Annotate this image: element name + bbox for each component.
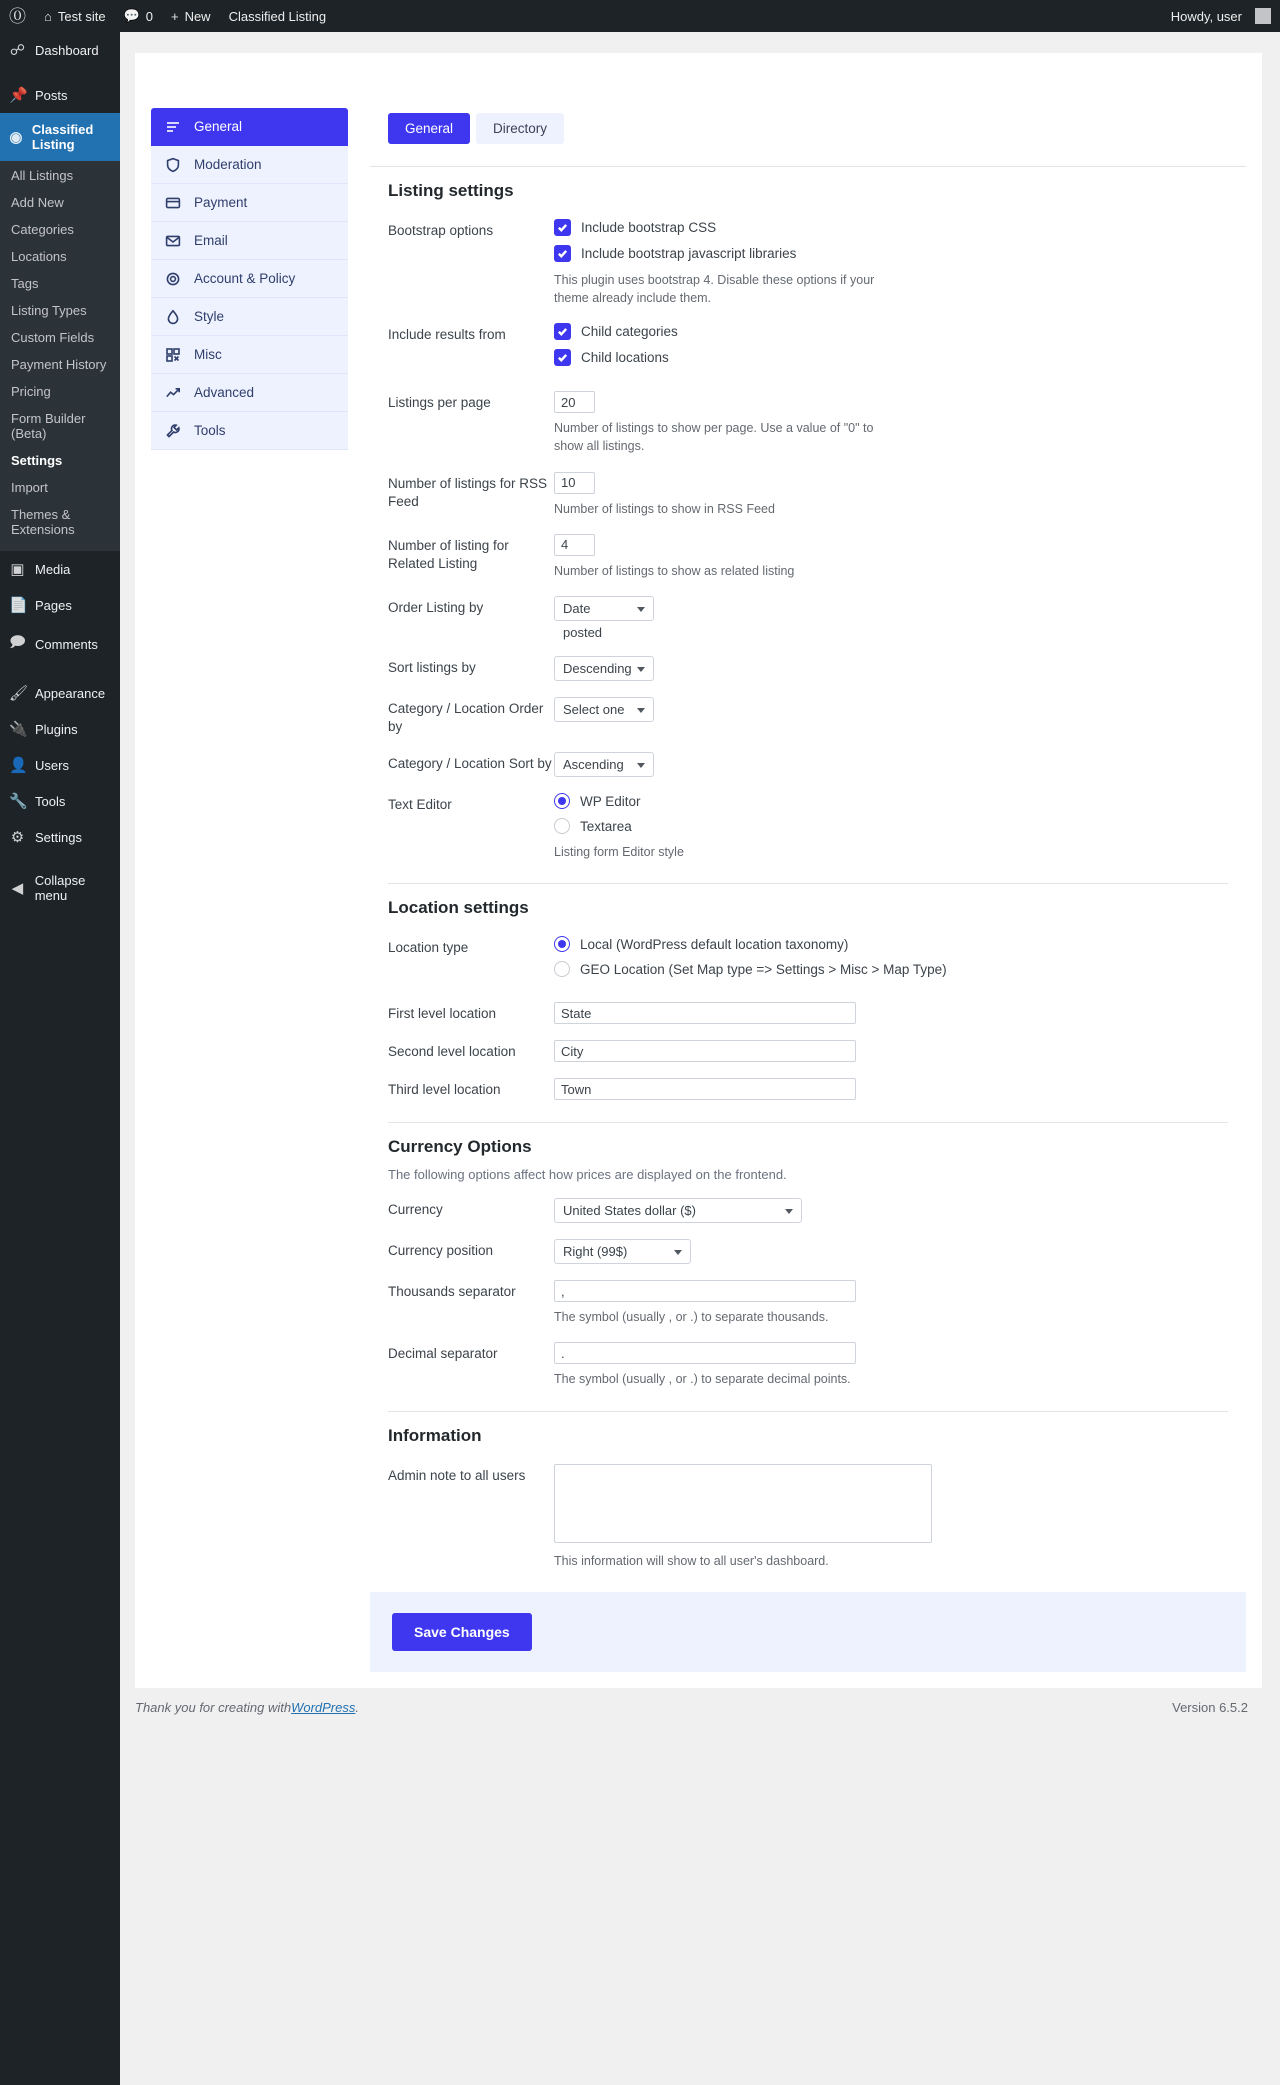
listing-settings-title: Listing settings [388,181,514,200]
radio-label: GEO Location (Set Map type => Settings > Misc > Map Type) [580,961,947,977]
label-currency-position: Currency position [388,1243,494,1259]
row-second-level-location [388,1040,1228,1062]
row-rss-feed-count [388,472,1228,518]
grid-icon [165,347,181,363]
submenu-item-custom-fields[interactable]: Custom Fields [11,330,95,345]
label-order-listing-by: Order Listing by [388,599,484,615]
avatar [1255,8,1271,24]
field-admin-note [554,1464,1228,1570]
submenu-item-listing-types[interactable]: Listing Types [11,303,87,318]
trending-up-icon [165,385,181,401]
sidebar-item-settings[interactable] [0,819,120,855]
field-listings-per-page [554,391,1228,455]
settings-nav-label: Account & Policy [194,271,296,286]
field-third-level-location [554,1078,1228,1100]
chevron-down-icon [637,667,645,672]
pin-icon: 📌 [9,87,28,104]
submenu-item-settings[interactable]: Settings [11,453,63,468]
sidebar-item-label: Users [35,757,69,773]
label-related-listing-count: Number of listing for Related Listing [388,537,509,571]
settings-nav-label: Email [194,233,228,248]
field-text-editor [554,793,1228,861]
settings-nav-label: Misc [194,347,222,362]
row-related-listing-count [388,534,1228,580]
label-include-results-from: Include results from [388,327,506,343]
submenu-item-payment-history[interactable]: Payment History [11,357,107,372]
classified-listing-submenu [0,161,120,551]
sidebar-item-posts[interactable] [0,77,120,113]
sidebar-separator-3 [0,855,120,864]
currency-select[interactable] [554,1198,802,1223]
radio-label: Local (WordPress default location taxonomy) [580,936,849,952]
second-level-location-input[interactable] [554,1040,856,1062]
page-context-label[interactable] [220,0,336,32]
checkbox-icon[interactable] [554,349,571,366]
sidebar-item-label: Pages [35,597,72,613]
settings-nav [151,73,348,1672]
sidebar-item-label: Dashboard [35,42,99,58]
credit-card-icon [165,195,181,211]
thousands-separator-input[interactable] [554,1280,856,1302]
information-title: Information [388,1425,482,1445]
save-bar [370,1592,1246,1672]
admin-sidebar [0,32,120,2085]
settings-nav-label: Payment [194,195,248,210]
currency-options-title: Currency Options [388,1137,532,1157]
field-thousands-separator [554,1280,1228,1326]
radio-wp-editor[interactable] [554,793,1228,809]
checkbox-label: Child categories [581,324,678,340]
currency-position-select[interactable] [554,1239,691,1264]
radio-textarea[interactable] [554,818,1228,834]
collapse-icon: ◀ [11,880,24,897]
settings-nav-item-payment[interactable] [151,184,348,222]
label-rss-feed-count: Number of listings for RSS Feed [388,475,548,509]
label-admin-note: Admin note to all users [388,1467,526,1483]
checkbox-icon[interactable] [554,219,571,236]
label-bootstrap-options: Bootstrap options [388,223,494,238]
checkbox-include-bootstrap-css[interactable] [554,219,1228,236]
paintbrush-icon: 🖌 [9,685,29,702]
category-location-order-by-select[interactable] [554,697,654,722]
order-listing-by-select[interactable] [554,596,654,640]
chevron-down-icon [637,708,645,713]
wordpress-version: Version 6.5.2 [1172,1699,1248,1715]
sidebar-item-classified-listing[interactable] [0,113,120,161]
row-include-results-from [388,323,1228,375]
submenu-item-import[interactable]: Import [11,480,48,495]
label-text-editor: Text Editor [388,797,452,813]
chevron-down-icon [637,763,645,768]
radio-geo-location[interactable] [554,961,1228,977]
settings-nav-item-general[interactable] [151,108,348,146]
field-include-results-from [554,323,1228,375]
rss-feed-count-input[interactable] [554,472,595,494]
plus-icon: + [170,8,179,24]
label-location-type: Location type [388,940,469,956]
sidebar-item-label: Settings [35,829,82,845]
sort-listings-by-value: Descending [563,660,632,676]
first-level-location-input[interactable] [554,1002,856,1024]
label-category-location-sort-by: Category / Location Sort by [388,756,552,772]
field-order-listing-by [554,596,1228,640]
row-thousands-separator [388,1280,1228,1326]
settings-nav-label: Tools [194,423,226,438]
sidebar-item-label: Classified Listing [31,122,94,152]
sidebar-item-label: Comments [35,637,98,652]
wordpress-logo-icon: ⓪ [9,6,26,26]
help-decimal-separator: The symbol (usually , or .) to separate decimal points. [554,1372,851,1387]
shield-icon [165,157,181,173]
checkbox-label: Include bootstrap javascript libraries [581,246,797,261]
checkbox-child-locations[interactable] [554,349,1228,366]
decimal-separator-input[interactable] [554,1342,856,1364]
settings-nav-label: Style [194,309,225,324]
field-first-level-location [554,1002,1228,1024]
sidebar-item-label: Appearance [35,685,106,701]
label-sort-listings-by: Sort listings by [388,659,476,675]
panel-tabs [370,113,1246,144]
admin-bar [0,0,1280,32]
currency-options-section [370,1137,1246,1411]
listings-per-page-input[interactable] [554,391,595,413]
row-location-type [388,936,1228,986]
row-listings-per-page [388,391,1228,455]
label-first-level-location: First level location [388,1006,497,1022]
field-category-location-sort-by [554,752,1228,777]
radio-label: Textarea [580,818,632,834]
row-order-listing-by [388,596,1228,640]
help-rss-feed-count: Number of listings to show in RSS Feed [554,501,775,516]
wrench-icon: 🔧 [9,793,28,810]
order-listing-by-value: Date posted [563,600,603,640]
information-section [370,1426,1246,1570]
sliders-icon [165,119,181,135]
row-category-location-order-by [388,697,1228,736]
row-currency-position [388,1239,1228,1264]
location-settings-divider [388,1122,1228,1123]
submenu-item-tags[interactable]: Tags [11,276,39,291]
currency-options-description: The following options affect how prices are displayed on the frontend. [388,1167,787,1183]
currency-position-value: Right (99$) [563,1244,628,1260]
sidebar-item-tools[interactable] [0,783,120,819]
sidebar-item-media[interactable] [0,551,120,587]
tab-general[interactable]: General [388,113,470,144]
row-category-location-sort-by [388,752,1228,777]
related-listing-count-input[interactable] [554,534,595,556]
help-bootstrap-options: This plugin uses bootstrap 4. Disable these options if your theme already include them. [554,273,875,306]
third-level-location-input[interactable] [554,1078,856,1100]
row-admin-note [388,1464,1228,1570]
location-settings-title: Location settings [388,898,529,918]
label-listings-per-page: Listings per page [388,395,491,411]
content-area [120,53,1280,1688]
label-second-level-location: Second level location [388,1044,516,1060]
sidebar-item-label: Plugins [35,721,78,737]
sidebar-separator-2 [0,666,120,675]
checkbox-label: Include bootstrap CSS [581,220,717,235]
settings-nav-item-email[interactable] [151,222,348,260]
sidebar-item-label: Media [35,561,71,577]
field-related-listing-count [554,534,1228,580]
help-related-listing-count: Number of listings to show as related listing [554,563,795,578]
settings-nav-item-style[interactable] [151,298,348,336]
field-rss-feed-count [554,472,1228,518]
field-currency-position [554,1239,1228,1264]
row-sort-listings-by [388,656,1228,681]
plug-icon: 🔌 [9,721,28,738]
settings-nav-label: General [194,119,243,134]
dashboard-icon: ☍ [9,42,26,59]
field-bootstrap-options [554,219,1228,307]
new-content-button[interactable] [162,0,220,32]
category-location-sort-by-select[interactable] [554,752,654,777]
settings-page [135,53,1262,1688]
admin-footer [120,1688,1280,1727]
users-icon: 👤 [9,757,28,774]
sidebar-item-plugins[interactable] [0,711,120,747]
wordpress-link[interactable]: WordPress [291,1699,356,1715]
sidebar-item-dashboard[interactable] [0,32,120,68]
comments-count: 0 [145,8,153,24]
settings-nav-item-advanced[interactable] [151,374,348,412]
help-admin-note: This information will show to all user's dashboard. [554,1553,829,1568]
settings-nav-label: Advanced [194,385,255,400]
page-context-text: Classified Listing [228,8,327,24]
sidebar-item-users[interactable] [0,747,120,783]
radio-icon[interactable] [554,818,570,834]
sidebar-item-appearance[interactable] [0,675,120,711]
submenu-item-all-listings[interactable]: All Listings [11,168,74,183]
checkbox-icon[interactable] [554,323,571,340]
home-icon: ⌂ [44,8,52,24]
submenu-item-pricing[interactable]: Pricing [11,384,51,399]
sidebar-item-label: Posts [35,87,68,103]
footer-thanks-suffix: . [355,1699,359,1715]
chevron-down-icon [674,1250,682,1255]
label-third-level-location: Third level location [388,1082,501,1098]
settings-nav-label: Moderation [194,157,262,172]
radio-label: WP Editor [580,793,641,809]
gear-icon [165,271,181,287]
radio-icon[interactable] [554,793,570,809]
site-name-button[interactable] [35,0,115,32]
radio-icon[interactable] [554,961,570,977]
listing-settings-divider [388,883,1228,884]
radio-local-location[interactable] [554,936,1228,952]
submenu-item-add-new[interactable]: Add New [11,195,64,210]
settings-nav-item-moderation[interactable] [151,146,348,184]
tabs-divider [370,166,1246,167]
settings-nav-item-account-policy[interactable] [151,260,348,298]
field-decimal-separator [554,1342,1228,1388]
row-currency [388,1198,1228,1223]
comments-icon: 🗩 [9,634,26,651]
radio-icon[interactable] [554,936,570,952]
howdy-label: Howdy, user [1170,8,1242,24]
media-icon: ▣ [10,561,25,578]
label-decimal-separator: Decimal separator [388,1346,498,1362]
field-second-level-location [554,1040,1228,1062]
submenu-item-locations[interactable]: Locations [11,249,67,264]
save-changes-button[interactable]: Save Changes [392,1613,532,1651]
account-menu[interactable] [1162,0,1280,32]
wp-logo-button[interactable] [0,0,35,32]
help-text-editor: Listing form Editor style [554,845,684,860]
category-location-sort-by-value: Ascending [563,757,624,773]
listing-settings-section [370,181,1246,884]
admin-note-textarea[interactable] [554,1464,932,1543]
row-decimal-separator [388,1342,1228,1388]
sidebar-item-label: Tools [35,793,66,809]
category-location-order-by-value: Select one [563,701,625,717]
submenu-item-themes-extensions[interactable]: Themes & Extensions [11,507,75,537]
checkbox-label: Child locations [581,350,669,366]
chevron-down-icon [637,607,645,612]
location-settings-section [370,898,1246,1123]
currency-value: United States dollar ($) [563,1203,696,1219]
gear-icon: ⚙ [10,829,25,846]
field-category-location-order-by [554,697,1228,722]
row-first-level-location [388,1002,1228,1024]
tab-directory[interactable]: Directory [476,113,564,144]
settings-panel [370,73,1246,1672]
checkbox-icon[interactable] [554,245,571,262]
field-currency [554,1198,1228,1223]
wrench-icon [165,423,181,439]
envelope-icon [165,233,181,249]
row-text-editor [388,793,1228,861]
help-listings-per-page: Number of listings to show per page. Use a value of "0" to show all listings. [554,421,874,454]
submenu-item-categories[interactable]: Categories [11,222,74,237]
field-location-type [554,936,1228,986]
row-bootstrap-options [388,219,1228,307]
help-thousands-separator: The symbol (usually , or .) to separate thousands. [554,1310,829,1325]
checkbox-include-bootstrap-js[interactable] [554,245,1228,262]
settings-nav-item-misc[interactable] [151,336,348,374]
sidebar-item-label: Collapse menu [34,873,86,903]
classified-listing-icon: ◉ [9,129,23,146]
comment-bubble-icon: 💬 [123,8,140,23]
chevron-down-icon [785,1209,793,1214]
sort-listings-by-select[interactable] [554,656,654,681]
sidebar-current-arrow [120,129,128,145]
sidebar-separator-1 [0,68,120,77]
admin-bar-right [1162,0,1280,32]
row-third-level-location [388,1078,1228,1100]
label-category-location-order-by: Category / Location Order by [388,700,544,734]
comments-button[interactable] [115,0,162,32]
settings-nav-item-tools[interactable] [151,412,348,450]
label-thousands-separator: Thousands separator [388,1284,516,1300]
label-currency: Currency [388,1202,443,1218]
new-label: New [184,8,211,24]
sidebar-item-comments[interactable] [0,623,120,666]
pages-icon: 📄 [9,597,28,614]
currency-options-divider [388,1411,1228,1412]
site-name-label: Test site [57,8,106,24]
field-sort-listings-by [554,656,1228,681]
checkbox-child-categories[interactable] [554,323,1228,340]
footer-thanks-prefix: Thank you for creating with [135,1699,292,1715]
submenu-item-form-builder[interactable]: Form Builder (Beta) [11,411,86,441]
sidebar-item-pages[interactable] [0,587,120,623]
sidebar-item-collapse-menu[interactable] [0,864,120,912]
droplet-icon [165,309,181,325]
